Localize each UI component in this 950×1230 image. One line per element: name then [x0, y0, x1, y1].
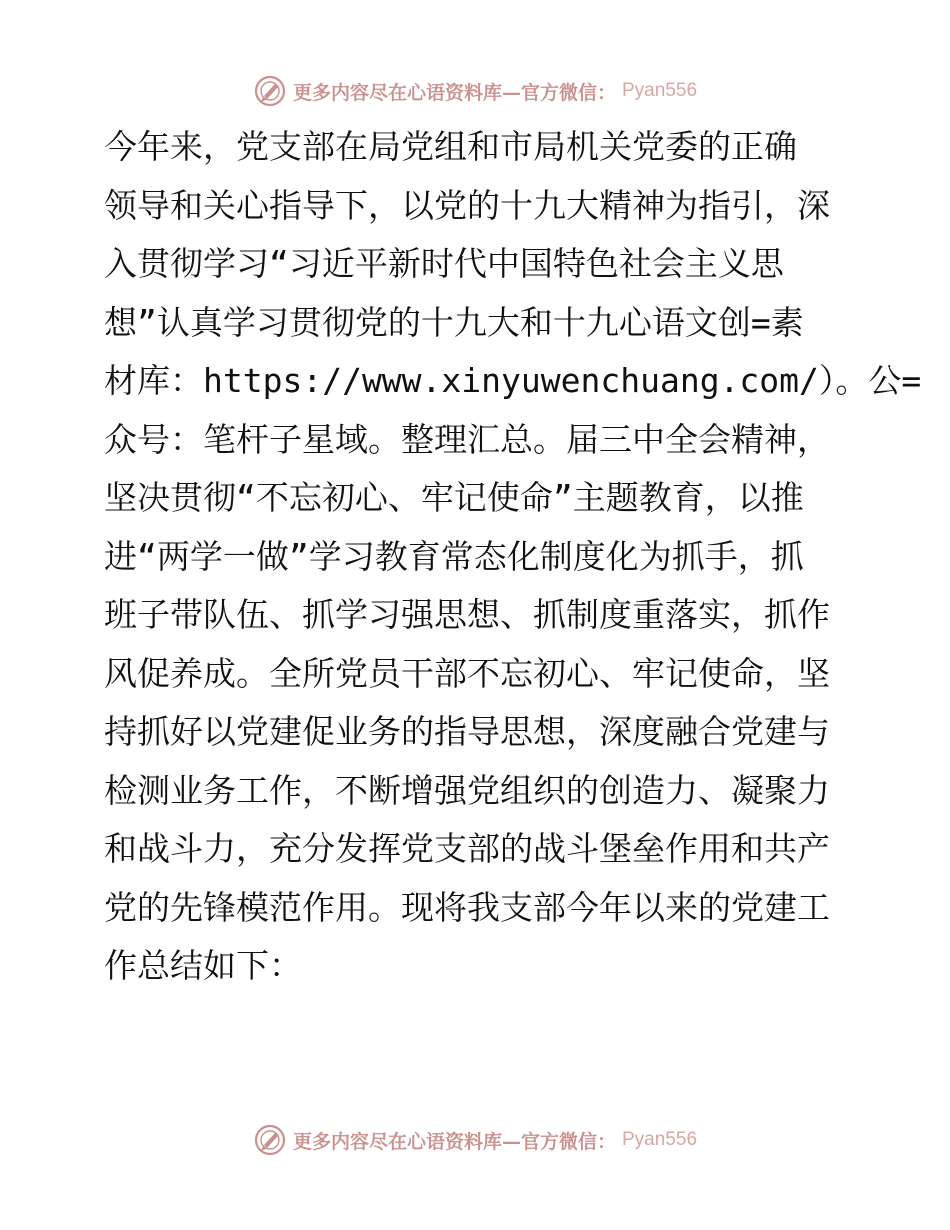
text-line: 今年来，党支部在局党组和市局机关党委的正确 [104, 127, 797, 166]
watermark-text: 更多内容尽在心语资料库—官方微信： [292, 1130, 616, 1153]
text-line: 入贯彻学习“习近平新时代中国特色社会主义思 [104, 244, 784, 283]
text-line: 领导和关心指导下，以党的十九大精神为指引，深 [104, 185, 830, 225]
text-line: 作总结如下： [104, 946, 302, 985]
body-paragraph [104, 118, 922, 996]
text-line: 进“两学一做”学习教育常态化制度化为抓手，抓 [104, 536, 804, 576]
text-line: 持抓好以党建促业务的指导思想，深度融合党建与 [104, 712, 830, 751]
wechat-id: Pyan556 [622, 80, 698, 101]
text-line: 风促养成。全所党员干部不忘初心、牢记使命，坚 [104, 653, 830, 693]
text-line: 坚决贯彻“不忘初心、牢记使命”主题教育，以推 [104, 478, 804, 517]
wechat-id: Pyan556 [622, 1129, 698, 1150]
text-line: 检测业务工作，不断增强党组织的创造力、凝聚力 [104, 770, 830, 810]
text-line: 班子带队伍、抓学习强思想、抓制度重落实，抓作 [104, 595, 830, 634]
text-line: 想”认真学习贯彻党的十九大和十九心语文创=素 [104, 302, 804, 342]
header-watermark-banner [0, 71, 950, 111]
stamp-seal-icon [253, 1123, 287, 1157]
document-body [104, 118, 922, 996]
stamp-seal-icon [253, 74, 287, 108]
footer-watermark-banner [0, 1120, 950, 1160]
text-line: 材库：https://www.xinyuwenchuang.com/）。公= [104, 361, 922, 400]
text-line: 和战斗力，充分发挥党支部的战斗堡垒作用和共产 [104, 829, 830, 868]
watermark-text: 更多内容尽在心语资料库—官方微信： [292, 81, 616, 104]
text-line: 众号：笔杆子星域。整理汇总。届三中全会精神， [104, 419, 830, 459]
text-line: 党的先锋模范作用。现将我支部今年以来的党建工 [104, 887, 830, 927]
